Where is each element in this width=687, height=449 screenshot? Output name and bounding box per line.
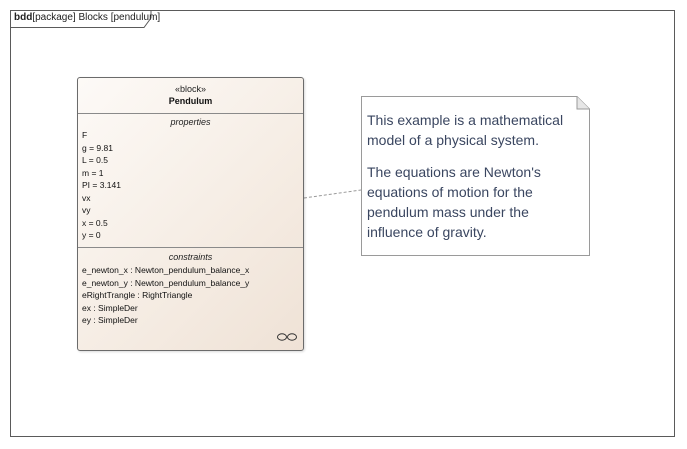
property-item[interactable]: vx xyxy=(82,192,91,203)
infinity-icon xyxy=(276,332,298,342)
note-text xyxy=(367,110,579,254)
property-item[interactable]: y = 0 xyxy=(82,230,101,240)
note[interactable] xyxy=(361,96,590,256)
property-item[interactable]: m = 1 xyxy=(82,167,104,178)
property-item[interactable]: L = 0.5 xyxy=(82,155,108,165)
frame-label: [package] Blocks [pendulum] xyxy=(32,12,161,23)
block-stereotype: «block» xyxy=(174,84,207,94)
property-item[interactable]: x = 0.5 xyxy=(82,217,108,228)
note-paragraph: This example is a mathematical model of a physical system. xyxy=(367,112,564,148)
constraint-item[interactable]: eRightTrangle : RightTriangle xyxy=(82,290,193,300)
constraint-item[interactable]: e_newton_x : Newton_pendulum_balance_x xyxy=(82,265,250,275)
property-item[interactable]: F xyxy=(82,130,88,140)
property-item[interactable]: PI = 3.141 xyxy=(82,180,121,190)
properties-compartment xyxy=(78,114,303,248)
frame-kind: bdd xyxy=(14,12,33,23)
constraints-compartment xyxy=(78,248,303,327)
constraint-item[interactable]: e_newton_y : Newton_pendulum_balance_y xyxy=(82,277,250,288)
constraint-item[interactable]: ey : SimpleDer xyxy=(82,315,138,325)
constraint-item[interactable]: ex : SimpleDer xyxy=(82,302,138,313)
note-paragraph: The equations are Newton's equations of motion for the pendulum mass under the influence of gravity. xyxy=(367,164,541,240)
constraints-title: constraints xyxy=(168,252,213,262)
block-name: Pendulum xyxy=(168,96,213,106)
block-header xyxy=(78,78,303,114)
pendulum-block[interactable] xyxy=(77,77,304,351)
properties-title: properties xyxy=(170,117,211,127)
property-item[interactable]: g = 9.81 xyxy=(82,142,113,153)
property-item[interactable]: vy xyxy=(82,205,91,215)
